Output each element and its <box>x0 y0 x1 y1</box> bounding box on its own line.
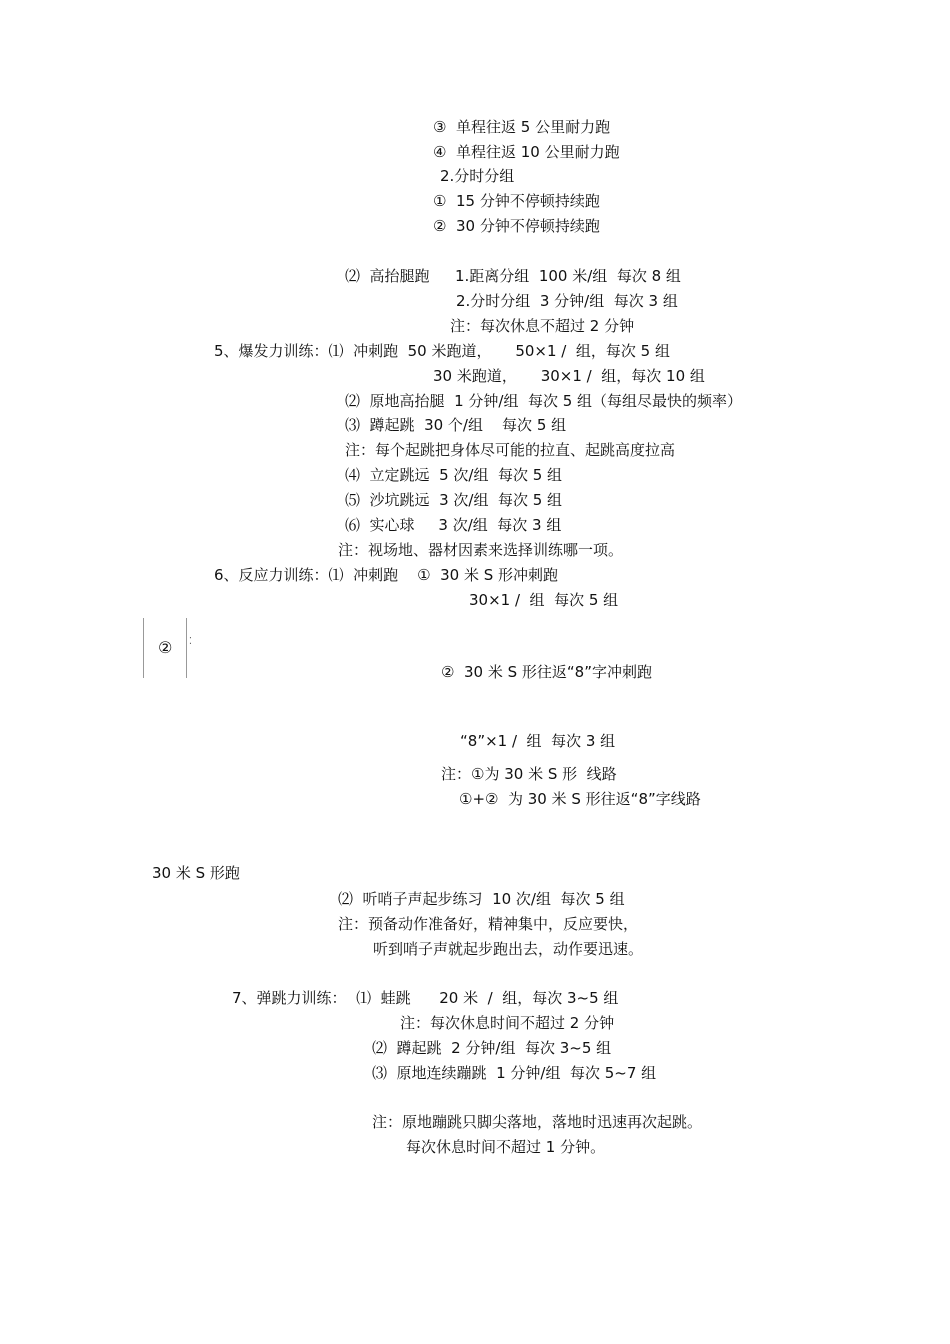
text-line: 听到哨子声就起步跑出去，动作要迅速。 <box>373 940 644 958</box>
text-line: ② 30 分钟不停顿持续跑 <box>433 217 600 235</box>
text-line: 注：视场地、器材因素来选择训练哪一项。 <box>338 541 624 559</box>
figure-mark: ⁚ <box>188 636 192 647</box>
text-line: 30 米跑道， 30×1 / 组，每次 10 组 <box>433 367 705 385</box>
text-line: ⑵ 原地高抬腿 1 分钟/组 每次 5 组（每组尽最快的频率） <box>345 392 743 410</box>
text-line: ⑶ 蹲起跳 30 个/组 每次 5 组 <box>345 416 567 434</box>
text-line: 注：①为 30 米 S 形 线路 <box>441 765 617 783</box>
text-line: ⑵ 听哨子声起步练习 10 次/组 每次 5 组 <box>338 890 625 908</box>
text-line: 30×1 / 组 每次 5 组 <box>469 591 619 609</box>
section-heading-reaction: 6、反应力训练：⑴ 冲刺跑 ① 30 米 S 形冲刺跑 <box>214 566 559 584</box>
text-line: 注：每个起跳把身体尽可能的拉直、起跳高度拉高 <box>345 441 676 459</box>
text-line: 注：每次休息时间不超过 2 分钟 <box>400 1014 615 1032</box>
text-line: ⑹ 实心球 3 次/组 每次 3 组 <box>345 516 562 534</box>
text-line: 2.分时分组 <box>440 167 515 185</box>
figure-box <box>143 618 192 678</box>
text-line: ② 30 米 S 形往返“8”字冲刺跑 <box>441 663 652 681</box>
text-line: 每次休息时间不超过 1 分钟。 <box>406 1138 606 1156</box>
text-line: 1.距离分组 100 米/组 每次 8 组 <box>455 267 681 285</box>
text-line: ① 15 分钟不停顿持续跑 <box>433 192 600 210</box>
section-heading-explosive: 5、爆发力训练：⑴ 冲刺跑 50 米跑道， 50×1 / 组，每次 5 组 <box>214 342 670 360</box>
text-line: 2.分时分组 3 分钟/组 每次 3 组 <box>456 292 678 310</box>
text-line: “8”×1 / 组 每次 3 组 <box>460 732 616 750</box>
text-line: ③ 单程往返 5 公里耐力跑 <box>433 118 611 136</box>
text-line: 注：预备动作准备好，精神集中，反应要快， <box>338 915 639 933</box>
text-line: ⑶ 原地连续蹦跳 1 分钟/组 每次 5~7 组 <box>372 1064 657 1082</box>
text-line: ④ 单程往返 10 公里耐力跑 <box>433 143 620 161</box>
text-line: ①+② 为 30 米 S 形往返“8”字线路 <box>459 790 701 808</box>
text-line: 注：每次休息不超过 2 分钟 <box>450 317 635 335</box>
text-line: ⑷ 立定跳远 5 次/组 每次 5 组 <box>345 466 563 484</box>
section-heading-jump: 7、弹跳力训练： ⑴ 蛙跳 20 米 / 组，每次 3~5 组 <box>232 989 619 1007</box>
text-line: ⑸ 沙坑跳远 3 次/组 每次 5 组 <box>345 491 563 509</box>
text-line: 注：原地蹦跳只脚尖落地，落地时迅速再次起跳。 <box>372 1113 703 1131</box>
text-line: ⑵ 高抬腿跑 <box>345 267 430 285</box>
figure-caption: 30 米 S 形跑 <box>152 864 240 882</box>
text-line: ⑵ 蹲起跳 2 分钟/组 每次 3~5 组 <box>372 1039 612 1057</box>
figure-label: ② <box>158 638 173 657</box>
